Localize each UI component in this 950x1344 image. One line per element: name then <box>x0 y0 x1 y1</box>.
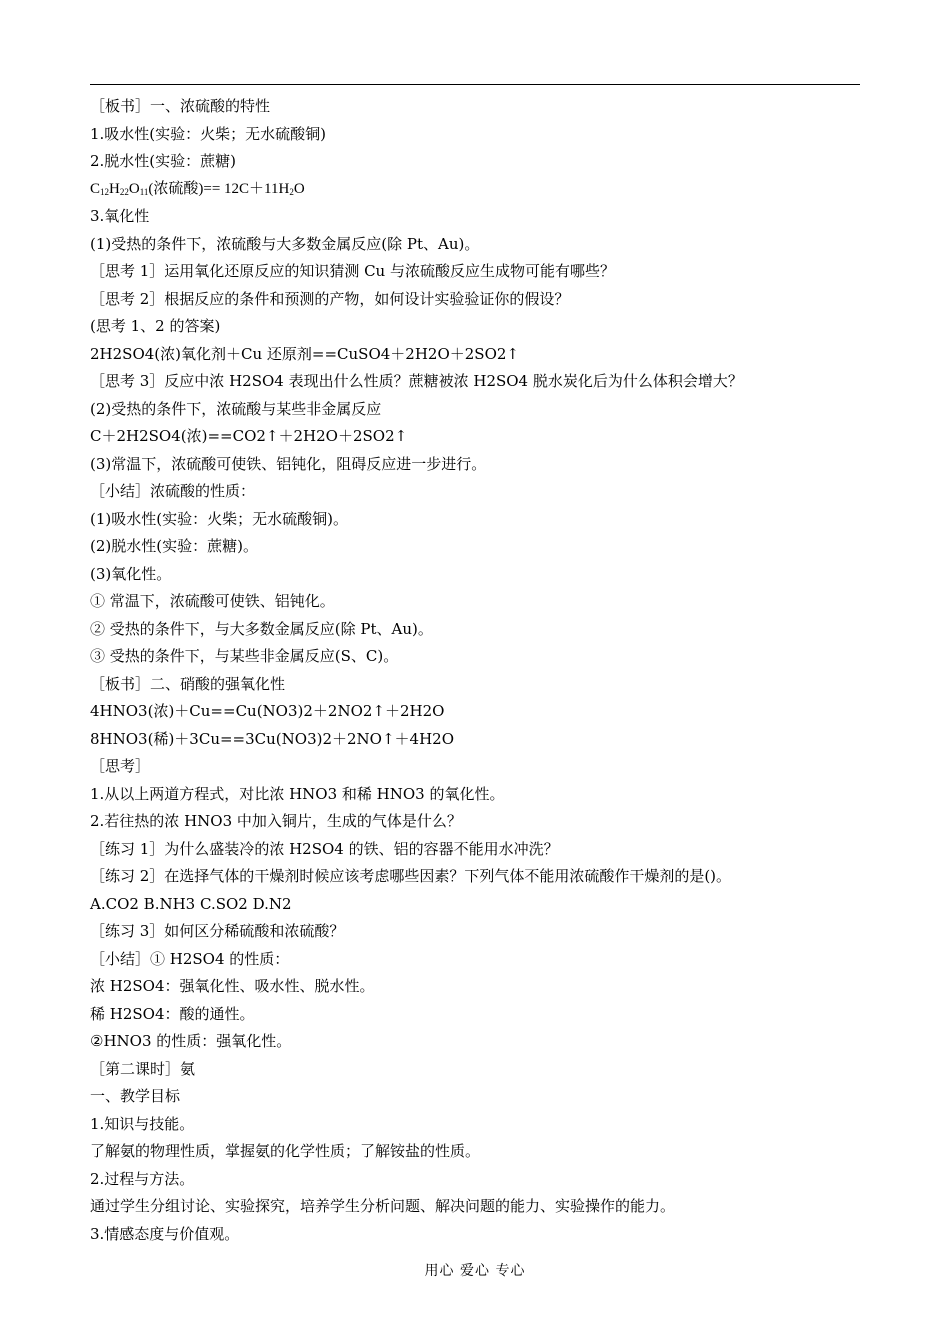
text-line: ［思考 1］运用氧化还原反应的知识猜测 Cu 与浓硫酸反应生成物可能有哪些？ <box>90 262 615 280</box>
text-line: ② 受热的条件下，与大多数金属反应(除 Pt、Au)。 <box>90 619 433 638</box>
text-line: 通过学生分组讨论、实验探究，培养学生分析问题、解决问题的能力、实验操作的能力。 <box>90 1197 676 1215</box>
text-line: 一、教学目标 <box>90 1087 181 1105</box>
text-line: ②HNO3 的性质：强氧化性。 <box>90 1032 292 1050</box>
text-line: (思考 1、2 的答案) <box>90 317 221 335</box>
text-line: ［练习 2］在选择气体的干燥剂时候应该考虑哪些因素？下列气体不能用浓硫酸作干燥剂的是()。 <box>90 867 732 885</box>
text-line: 2H2SO4(浓)氧化剂＋Cu 还原剂==CuSO4＋2H2O＋2SO2↑ <box>90 344 519 363</box>
text-line: (3)常温下，浓硫酸可使铁、铝钝化，阻碍反应进一步进行。 <box>90 454 487 473</box>
text-line: ［第二课时］氨 <box>90 1059 196 1078</box>
text-line: (1)吸水性(实验：火柴；无水硫酸铜)。 <box>90 509 348 528</box>
text-line: (3)氧化性。 <box>90 564 172 583</box>
text-line: (1)受热的条件下，浓硫酸与大多数金属反应(除 Pt、Au)。 <box>90 234 480 253</box>
text-line: A.CO2 B.NH3 C.SO2 D.N2 <box>90 894 292 913</box>
text-line: ［思考］ <box>90 757 151 775</box>
text-line: ［板书］一、浓硫酸的特性 <box>90 97 271 115</box>
text-line: 2.过程与方法。 <box>90 1169 195 1188</box>
text-line: ［思考 2］根据反应的条件和预测的产物，如何设计实验验证你的假设？ <box>90 289 570 308</box>
text-line: 浓 H2SO4：强氧化性、吸水性、脱水性。 <box>90 977 375 995</box>
text-line: 8HNO3(稀)＋3Cu==3Cu(NO3)2＋2NO↑＋4H2O <box>90 729 455 748</box>
text-line: ① 常温下，浓硫酸可使铁、铝钝化。 <box>90 592 335 610</box>
text-line: ［练习 3］如何区分稀硫酸和浓硫酸？ <box>90 922 345 940</box>
text-line: C＋2H2SO4(浓)==CO2↑＋2H2O＋2SO2↑ <box>90 427 408 445</box>
text-line: ［板书］二、硝酸的强氧化性 <box>90 674 286 693</box>
header-rule <box>90 84 860 85</box>
sucrose-dehydration-equation: $C_{12}H_{22}O_{11}$(浓硫酸)== $12C+11H_2O$ <box>90 180 305 197</box>
text-line: (2)受热的条件下，浓硫酸与某些非金属反应 <box>90 399 382 418</box>
text-line: (2)脱水性(实验：蔗糖)。 <box>90 537 258 555</box>
text-line: 1.吸水性(实验：火柴；无水硫酸铜) <box>90 124 327 143</box>
page-footer: 用心 爱心 专心 <box>424 1263 526 1279</box>
text-line: 4HNO3(浓)＋Cu==Cu(NO3)2＋2NO2↑＋2H2O <box>90 702 445 720</box>
text-line: 3.氧化性 <box>90 207 150 225</box>
text-line: ［思考 3］反应中浓 H2SO4 表现出什么性质？蔗糖被浓 H2SO4 脱水炭化后为什么体积会增大？ <box>90 372 743 390</box>
text-line: 2.脱水性(实验：蔗糖) <box>90 152 237 170</box>
text-line: ［小结］① H2SO4 的性质： <box>90 949 290 968</box>
text-line: 了解氨的物理性质，掌握氨的化学性质；了解铵盐的性质。 <box>90 1142 481 1160</box>
document-body <box>90 93 870 1248</box>
text-line: 稀 H2SO4：酸的通性。 <box>90 1004 255 1023</box>
text-line: 1.从以上两道方程式，对比浓 HNO3 和稀 HNO3 的氧化性。 <box>90 784 505 803</box>
text-line: ［小结］浓硫酸的性质： <box>90 482 256 500</box>
text-line: ③ 受热的条件下，与某些非金属反应(S、C)。 <box>90 647 399 665</box>
text-line: ［练习 1］为什么盛装冷的浓 H2SO4 的铁、铝的容器不能用水冲洗？ <box>90 839 559 858</box>
text-line: 2.若往热的浓 HNO3 中加入铜片，生成的气体是什么？ <box>90 812 462 830</box>
text-line: 1.知识与技能。 <box>90 1114 195 1133</box>
text-line: 3.情感态度与价值观。 <box>90 1224 240 1243</box>
